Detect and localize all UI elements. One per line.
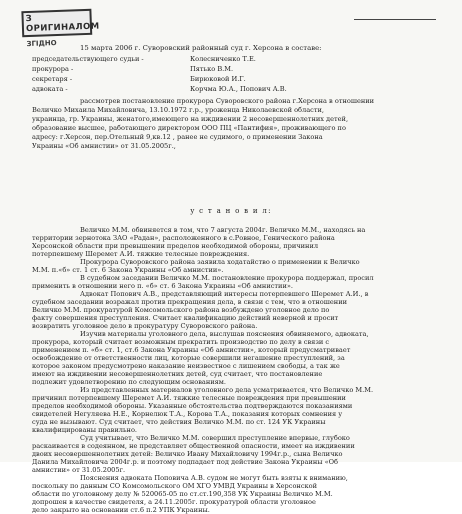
body-line: судебном заседании возражал против прекращения дела, в связи с тем, что в отношении bbox=[32, 298, 347, 306]
body-line: которое законом предусмотрено наказание неизвестное с лишением свободы, а так же bbox=[32, 362, 340, 370]
body-line: Данила Михайловича 2004г.р. и поэтому подпадает под действие Закона Украины «Об bbox=[32, 458, 338, 466]
body-line: допрошен в качестве свидетеля, а 24.11.2005г. прокуратурой области уголовное bbox=[32, 498, 316, 506]
body-line: освобождение от ответственности лиц, которые совершили негашение преступлений, за bbox=[32, 354, 345, 362]
body-line: двоих несовершеннолетних детей: Величко Ивану Михайловичу 1994г.р., сына Величко bbox=[32, 450, 343, 458]
prosecutor-role: прокурора - bbox=[32, 65, 74, 73]
lawyer-role: адвоката - bbox=[32, 85, 68, 93]
body-line: прокурора, который считает возможным прекратить производство по делу в связи с bbox=[32, 338, 330, 346]
body-line: Величко М.М. обвиняется в том, что 7 августа 2004г. Величко М.М., находясь на bbox=[80, 226, 366, 234]
body-line: Херсонской области при превышении пределов необходимой обороны, причинил bbox=[32, 242, 319, 250]
intro-line: Величко Михаила Михайловича, 13.10.1972 г.р., уроженца Николаевской области, bbox=[32, 106, 324, 114]
intro-line: образование высшее, работающего директором ООО ПЦ «Пантифия», проживающего по bbox=[32, 124, 346, 132]
body-line: факту совершения преступления. Считает квалификацию действий неверной и просит bbox=[32, 314, 339, 322]
body-line: территории зернотока ЗАО «Радан», расположенного в с.Ровное, Генического района bbox=[32, 234, 335, 242]
judge-name: Колесниченко Т.Е. bbox=[190, 55, 256, 63]
body-line: Из представленных материалов уголовного дела усматривается, что Величко М.М. bbox=[80, 386, 374, 394]
body-line: пределов необходимой обороны. Указанные обстоятельства подтверждаются показаниями bbox=[32, 402, 353, 410]
intro-line: рассмотрев постановление прокурора Суворовского района г.Херсона в отношении bbox=[80, 97, 375, 105]
body-line: Величко М.М. прокуратурой Комсомольского района возбуждено уголовное дело по bbox=[32, 306, 330, 314]
body-line: Суд учитывает, что Величко М.М. совершил преступление впервые, глубоко bbox=[80, 434, 350, 442]
stamp-line-2: ЗГІДНО bbox=[26, 39, 57, 49]
body-line: свидетелей Негуляева Н.Е., Корнелюк Т.А., Корова Т.А., показания которых сомнения у bbox=[32, 410, 343, 418]
body-line: Адвокат Попович А.В., представляющий интересы потерпевшего Шеремет А.И., в bbox=[80, 290, 369, 298]
intro-line: адресу: г.Херсон, пер.Отельный 9,кв.12 , ранее не судимого, о применении Закона bbox=[32, 133, 323, 141]
body-line: применить в отношении него п. «б» ст. 6 Закона Украины «Об амнистии». bbox=[32, 282, 293, 290]
body-line: суда не вызывают. Суд считает, что действия Величко М.М. по ст. 124 УК Украины bbox=[32, 418, 326, 426]
body-line: Изучив материалы уголовного дела, выслушав пояснения обвиняемого, адвоката, bbox=[80, 330, 369, 338]
body-line: дело закрыто на основании ст.6 п.2 УПК Украины. bbox=[32, 506, 210, 514]
body-line: раскаивается в содеянном, не представляет общественной опасности, имеет на иждивении bbox=[32, 442, 355, 450]
body-line: имеют на иждивении несовершеннолетних детей, суд считает, что постановление bbox=[32, 370, 323, 378]
body-line: применением п. «б» ст. 1, ст.6 Закона Украины «Об амнистии», который предусматривает bbox=[32, 346, 351, 354]
secretary-role: секретаря - bbox=[32, 75, 73, 83]
body-line: квалифицированы правильно. bbox=[32, 426, 138, 434]
body-line: области по уголовному делу № 520065-05 по ст.ст.190,358 УК Украины Величко М.М. bbox=[32, 490, 333, 498]
stamp-line-1: З ОРИГИНАЛОМ bbox=[21, 9, 92, 37]
lawyer-name: Корчма Ю.А., Попович А.В. bbox=[190, 85, 287, 93]
body-line: М.М. п.«б» ст. 1 ст. 6 Закона Украины «Об амнистии». bbox=[32, 266, 224, 274]
body-line: подлежит удовлетворению по следующим основаниям. bbox=[32, 378, 227, 386]
body-line: возвратить уголовное дело в прокуратуру Суворовского района. bbox=[32, 322, 258, 330]
body-line: амнистии» от 31.05.2005г. bbox=[32, 466, 126, 474]
section-title: у с т а н о в и л: bbox=[190, 207, 272, 215]
intro-line: Украины «Об амнистии» от 31.05.2005г., bbox=[32, 142, 176, 150]
body-line: поскольку по данным СО Комсомольского ОМ ХГО УМВД Украины в Херсонской bbox=[32, 482, 317, 490]
prosecutor-name: Пятько В.М. bbox=[190, 65, 234, 73]
body-line: причинил потерпевшему Шеремет А.И. тяжкие телесные повреждения при превышении bbox=[32, 394, 346, 402]
body-line: Прокурора Суворовского района заявила ходатайство о применении к Величко bbox=[80, 258, 360, 266]
body-line: Пояснения адвоката Поповича А.В. судом не могут быть взяты к вниманию, bbox=[80, 474, 348, 482]
original-stamp bbox=[21, 9, 100, 49]
header-line: 15 марта 2006 г. Суворовский районный суд г. Херсона в составе: bbox=[80, 44, 322, 52]
body-line: потерпевшему Шеремет А.И. тяжкие телесные повреждения. bbox=[32, 250, 250, 258]
corner-rule bbox=[354, 19, 436, 20]
secretary-name: Бирюковой И.Г. bbox=[190, 75, 246, 83]
judge-role: председательствующего судьи - bbox=[32, 55, 144, 63]
body-line: В судебном заседании Величко М.М. постановление прокурора поддержал, просил bbox=[80, 274, 374, 282]
intro-line: украинца, гр. Украины, женатого,имеющего на иждивении 2 несовершеннолетних детей, bbox=[32, 115, 349, 123]
